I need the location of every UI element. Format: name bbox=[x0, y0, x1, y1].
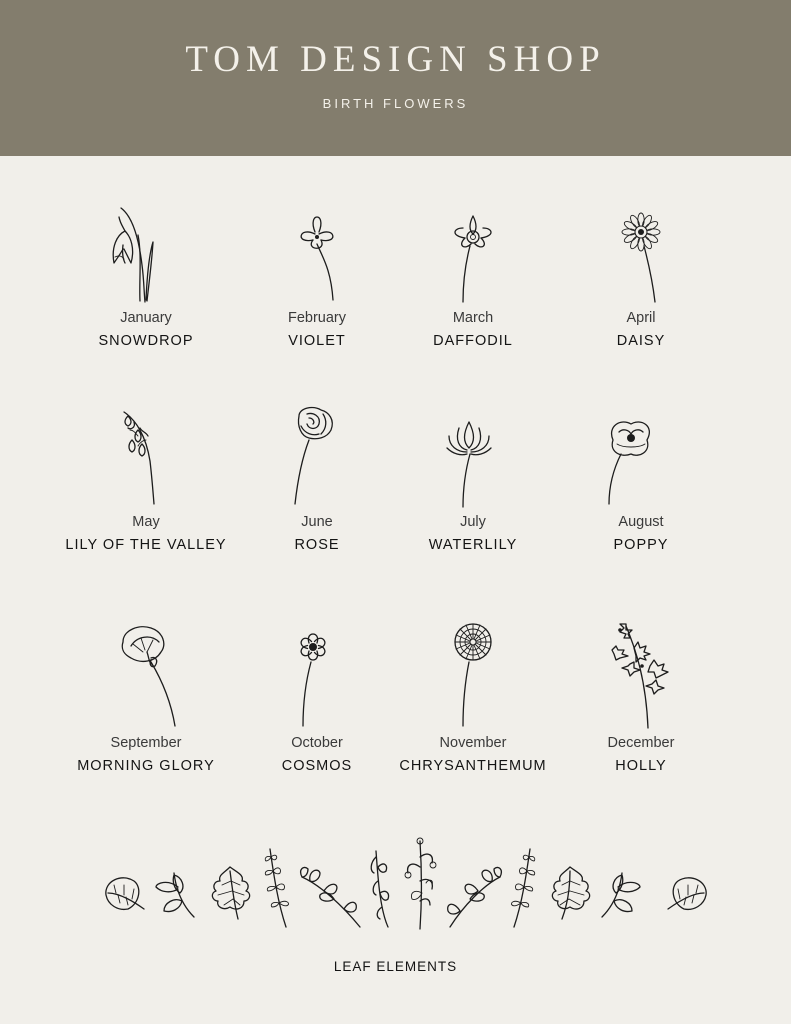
flower-name: LILY OF THE VALLEY bbox=[65, 537, 227, 553]
snowdrop-icon bbox=[101, 205, 171, 305]
cosmos-icon bbox=[289, 628, 349, 728]
flower-name: VIOLET bbox=[288, 333, 346, 349]
leaf-elements-label: LEAF ELEMENTS bbox=[333, 959, 458, 974]
flower-name: COSMOS bbox=[281, 758, 353, 774]
oak-leaf-icon bbox=[212, 867, 249, 919]
wildflower-sprig-icon bbox=[405, 838, 436, 929]
leaf-icon bbox=[106, 878, 144, 910]
month-label: September bbox=[110, 735, 182, 751]
month-label: July bbox=[460, 514, 486, 530]
olive-branch-icon bbox=[301, 867, 360, 927]
lily-of-the-valley-icon bbox=[116, 406, 176, 506]
fern-sprig-icon bbox=[265, 849, 288, 927]
flower-name: DAISY bbox=[616, 333, 666, 349]
leaf-sprig-icon bbox=[602, 873, 640, 917]
flower-name: SNOWDROP bbox=[98, 333, 194, 349]
leaf-elements-row bbox=[100, 835, 712, 935]
shop-title: TOM DESIGN SHOP bbox=[185, 39, 606, 80]
month-label: August bbox=[618, 514, 664, 530]
violet-icon bbox=[287, 210, 347, 305]
month-label: October bbox=[291, 735, 343, 751]
month-label: December bbox=[607, 735, 675, 751]
month-label: January bbox=[120, 310, 172, 326]
flower-name: ROSE bbox=[294, 537, 340, 553]
page-subtitle: BIRTH FLOWERS bbox=[322, 96, 469, 111]
month-label: February bbox=[287, 310, 347, 326]
header-banner bbox=[0, 0, 791, 156]
flower-name: WATERLILY bbox=[428, 537, 518, 553]
flower-name: POPPY bbox=[613, 537, 669, 553]
flower-name: DAFFODIL bbox=[433, 333, 513, 349]
morning-glory-icon bbox=[111, 622, 181, 728]
leaf-icon bbox=[668, 878, 706, 910]
month-label: June bbox=[301, 514, 333, 530]
month-label: April bbox=[626, 310, 656, 326]
leaf-stem-icon bbox=[371, 851, 388, 927]
fern-sprig-icon bbox=[511, 849, 534, 927]
month-label: May bbox=[132, 514, 160, 530]
poppy-icon bbox=[603, 418, 663, 508]
leaf-sprig-icon bbox=[156, 873, 194, 917]
daffodil-icon bbox=[443, 210, 503, 305]
chrysanthemum-icon bbox=[443, 622, 503, 728]
flower-name: MORNING GLORY bbox=[77, 758, 215, 774]
month-label: March bbox=[452, 310, 494, 326]
olive-branch-icon bbox=[448, 867, 502, 927]
month-label: November bbox=[439, 735, 507, 751]
holly-icon bbox=[606, 620, 676, 730]
oak-leaf-icon bbox=[552, 867, 589, 919]
flower-name: CHRYSANTHEMUM bbox=[399, 758, 547, 774]
daisy-icon bbox=[611, 210, 671, 305]
rose-icon bbox=[287, 406, 347, 506]
waterlily-icon bbox=[445, 412, 505, 512]
flower-name: HOLLY bbox=[615, 758, 667, 774]
